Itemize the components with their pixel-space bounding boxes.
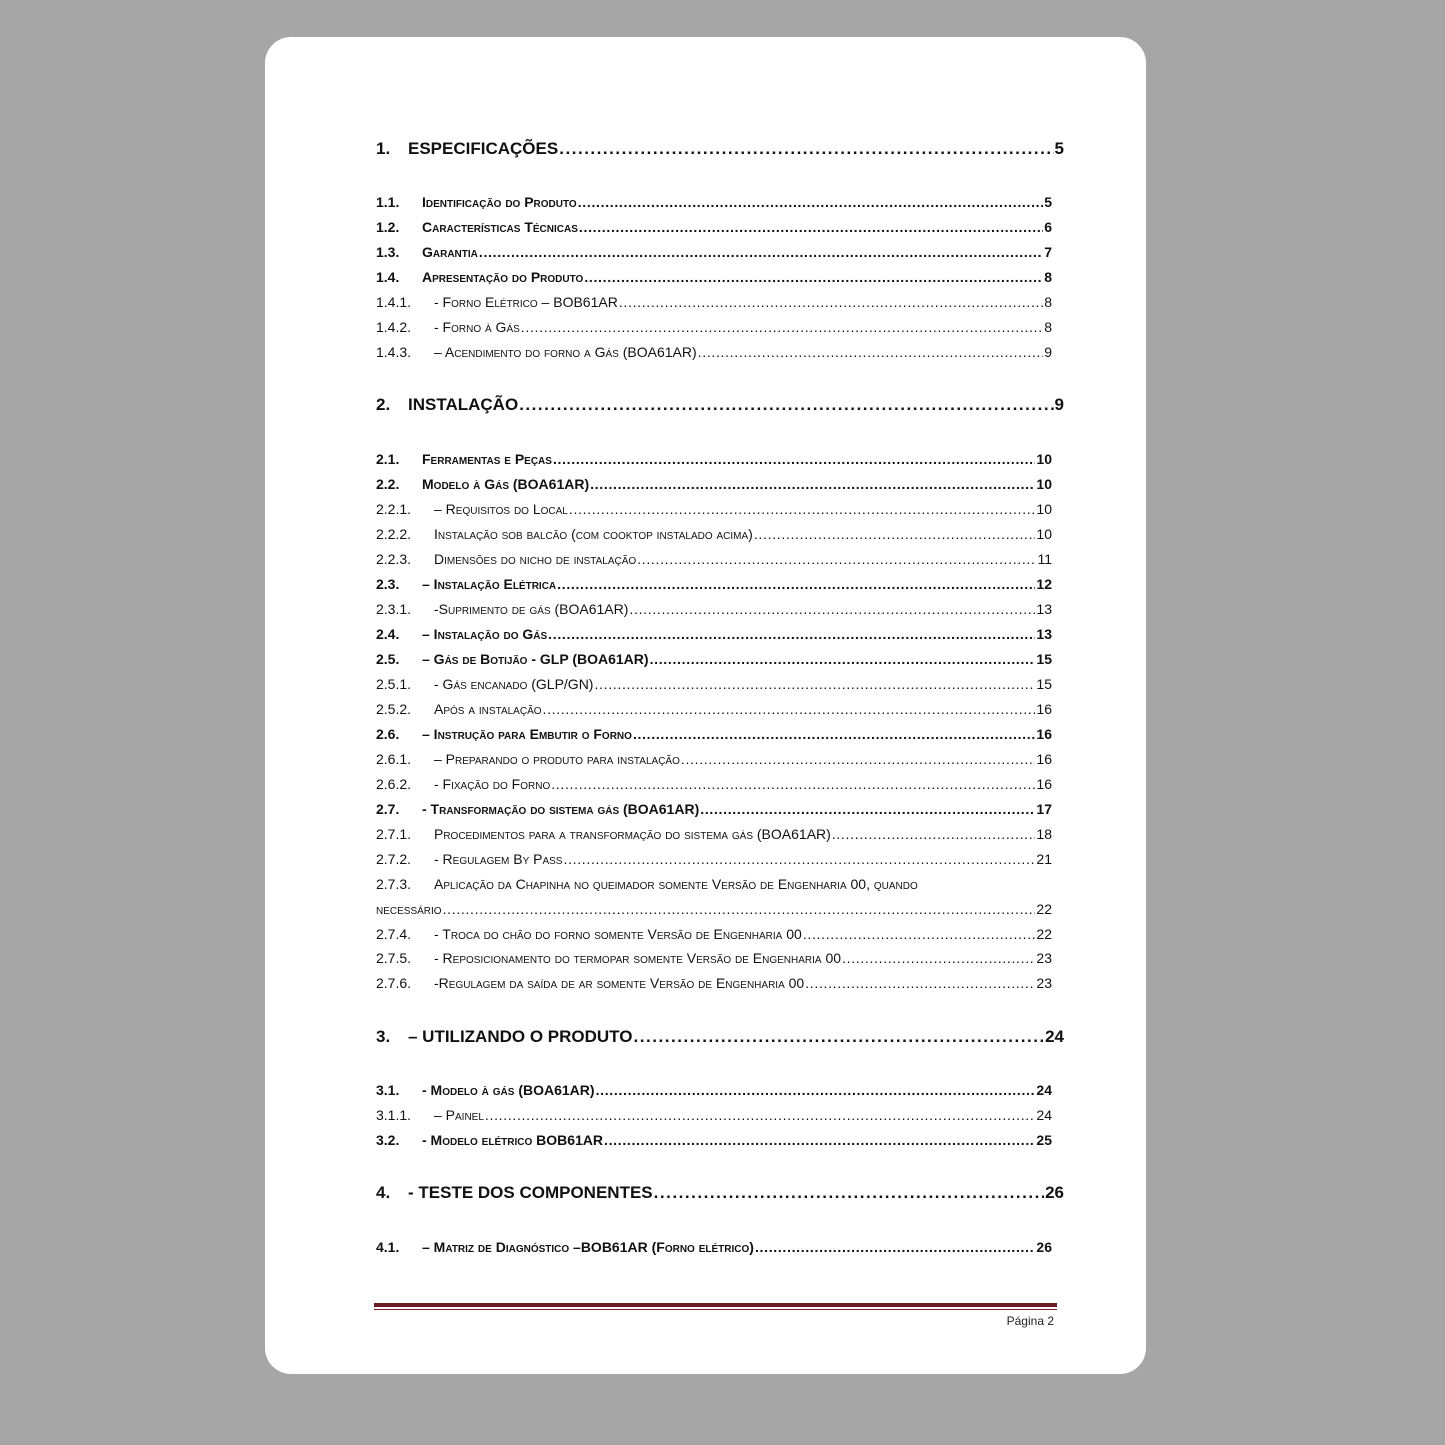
toc-title: Instalação sob balcão (com cooktop instalado acima) (434, 526, 753, 542)
toc-leader (584, 269, 1043, 285)
toc-title: - Reposicionamento do termopar somente Versão de Engenharia 00 (434, 950, 842, 966)
toc-number: 2.7.6. (376, 975, 412, 991)
toc-number: 1.3. (376, 244, 400, 260)
toc-leader (604, 1132, 1035, 1148)
toc-title: - Forno à Gás (434, 319, 520, 335)
toc-title: - Fixação do Forno (434, 776, 551, 792)
toc-number: 2.7. (376, 801, 400, 817)
toc-leader (519, 395, 1053, 415)
toc-leader (832, 826, 1036, 842)
toc-title: -Regulagem da saída de ar somente Versão de Engenharia 00 (434, 975, 805, 991)
toc-number: 1.4.3. (376, 344, 412, 360)
toc-leader (619, 294, 1043, 310)
toc-entry-1-4-2[interactable] (376, 319, 1052, 335)
toc-number: 1.4.1. (376, 294, 412, 310)
toc-leader (559, 139, 1053, 159)
toc-entry-2-7-6[interactable] (376, 975, 1052, 991)
toc-number: 3.2. (376, 1132, 400, 1148)
toc-title: - TESTE DOS COMPONENTES (408, 1183, 653, 1202)
toc-title: – Instalação do Gás (422, 626, 548, 642)
toc-leader (803, 926, 1036, 942)
toc-title: -Suprimento de gás (BOA61AR) (434, 601, 629, 617)
toc-number: 2.7.3. (376, 876, 412, 892)
toc-leader (594, 676, 1035, 692)
toc-entry-2-5[interactable] (376, 651, 1052, 667)
toc-leader (569, 501, 1036, 517)
toc-entry-2-6[interactable] (376, 726, 1052, 742)
toc-leader (443, 901, 1036, 917)
toc-title: Identificação do Produto (422, 194, 577, 210)
toc-leader (485, 1107, 1036, 1123)
toc-leader (479, 244, 1043, 260)
toc-leader (755, 1239, 1035, 1255)
toc-page: 22 (1036, 926, 1052, 942)
toc-number: 1.2. (376, 219, 400, 235)
toc-number: 2.4. (376, 626, 400, 642)
toc-entry-2-3-1[interactable] (376, 601, 1052, 617)
toc-title: – Preparando o produto para instalação (434, 751, 680, 767)
toc-page: 24 (1045, 1027, 1064, 1046)
toc-entry-1-1[interactable] (376, 194, 1052, 210)
toc-number: 2.2.3. (376, 551, 412, 567)
toc-section-3[interactable] (376, 1027, 1064, 1047)
toc-page: 8 (1044, 294, 1052, 310)
toc-title: Ferramentas e Peças (422, 451, 552, 467)
toc-leader (654, 1183, 1044, 1203)
toc-entry-2-7-2[interactable] (376, 851, 1052, 867)
toc-title: Aplicação da Chapinha no queimador somente Versão de Engenharia 00, quando (434, 876, 918, 892)
toc-title: - Troca do chão do forno somente Versão de Engenharia 00 (434, 926, 802, 942)
toc-leader (553, 451, 1035, 467)
toc-leader (842, 950, 1035, 966)
toc-entry-1-2[interactable] (376, 219, 1052, 235)
toc-title: Modelo à Gás (BOA61AR) (422, 476, 590, 492)
toc-leader (650, 651, 1036, 667)
toc-section-4[interactable] (376, 1183, 1064, 1203)
toc-page: 10 (1036, 451, 1052, 467)
toc-leader (557, 576, 1035, 592)
toc-page: 17 (1036, 801, 1052, 817)
toc-number: 3.1. (376, 1082, 400, 1098)
toc-entry-2-5-1[interactable] (376, 676, 1052, 692)
toc-leader (637, 551, 1036, 567)
toc-title: - Transformação do sistema gás (BOA61AR) (422, 801, 700, 817)
toc-section-2[interactable] (376, 395, 1064, 415)
toc-title: INSTALAÇÃO (408, 395, 519, 414)
toc-entry-3-1-1[interactable] (376, 1107, 1052, 1123)
toc-page: 24 (1036, 1107, 1052, 1123)
toc-leader (596, 1082, 1036, 1098)
toc-entry-4-1[interactable] (376, 1239, 1052, 1255)
toc-page: 6 (1044, 219, 1052, 235)
toc-page: 8 (1044, 269, 1052, 285)
toc-leader (578, 194, 1043, 210)
toc-entry-2-2-2[interactable] (376, 526, 1052, 542)
toc-page: 5 (1044, 194, 1052, 210)
toc-number: 2. (376, 395, 391, 414)
toc-title: Procedimentos para a transformação do sistema gás (BOA61AR) (434, 826, 831, 842)
toc-entry-2-3[interactable] (376, 576, 1052, 592)
toc-leader (633, 1027, 1044, 1047)
toc-title: ESPECIFICAÇÕES (408, 139, 559, 158)
toc-number: 2.7.1. (376, 826, 412, 842)
toc-number: 2.6.1. (376, 751, 412, 767)
toc-number: 2.2.1. (376, 501, 412, 517)
toc-title: – Acendimento do forno a Gás (BOA61AR) (434, 344, 697, 360)
toc-title: – Matriz de Diagnóstico –BOB61AR (Forno elétrico) (422, 1239, 754, 1255)
toc-entry-2-7-3-cont[interactable] (376, 901, 1052, 917)
toc-leader (579, 219, 1043, 235)
toc-entry-2-2[interactable] (376, 476, 1052, 492)
toc-page: 25 (1036, 1132, 1052, 1148)
toc-title-continuation: necessário (376, 901, 442, 917)
toc-leader (629, 601, 1035, 617)
toc-title: Características Técnicas (422, 219, 578, 235)
toc-number: 2.5. (376, 651, 400, 667)
toc-page: 9 (1044, 344, 1052, 360)
toc-number: 1.4. (376, 269, 400, 285)
toc-title: Apresentação do Produto (422, 269, 584, 285)
toc-entry-2-4[interactable] (376, 626, 1052, 642)
toc-number: 2.2.2. (376, 526, 412, 542)
toc-entry-2-2-3[interactable] (376, 551, 1052, 567)
toc-title: - Forno Elétrico – BOB61AR (434, 294, 618, 310)
toc-leader (700, 801, 1035, 817)
toc-entry-1-4-3[interactable] (376, 344, 1052, 360)
footer-rule-thin (374, 1309, 1057, 1310)
toc-title: - Regulagem By Pass (434, 851, 563, 867)
toc-page: 22 (1036, 901, 1052, 917)
toc-number: 1.1. (376, 194, 400, 210)
document-page (265, 37, 1146, 1374)
toc-page: 21 (1036, 851, 1052, 867)
toc-entry-3-2[interactable] (376, 1132, 1052, 1148)
toc-leader (551, 776, 1035, 792)
toc-title: - Gás encanado (GLP/GN) (434, 676, 594, 692)
toc-number: 1. (376, 139, 391, 158)
toc-number: 2.7.2. (376, 851, 412, 867)
page-number: Página 2 (1006, 1314, 1054, 1328)
toc-title: Dimensões do nicho de instalação (434, 551, 637, 567)
toc-leader (521, 319, 1043, 335)
toc-entry-2-7-1[interactable] (376, 826, 1052, 842)
toc-page: 16 (1036, 751, 1052, 767)
toc-number: 3.1.1. (376, 1107, 412, 1123)
toc-number: 4. (376, 1183, 391, 1202)
toc-title: – Requisitos do Local (434, 501, 568, 517)
toc-number: 2.2. (376, 476, 400, 492)
toc-number: 2.5.2. (376, 701, 412, 717)
toc-page: 26 (1045, 1183, 1064, 1202)
toc-entry-2-2-1[interactable] (376, 501, 1052, 517)
toc-page: 10 (1036, 526, 1052, 542)
toc-entry-1-4[interactable] (376, 269, 1052, 285)
toc-title: Garantia (422, 244, 478, 260)
footer-rule (374, 1303, 1057, 1307)
toc-number: 2.3.1. (376, 601, 412, 617)
toc-leader (805, 975, 1035, 991)
toc-page: 18 (1036, 826, 1052, 842)
toc-number: 2.7.5. (376, 950, 412, 966)
toc-page: 5 (1054, 139, 1064, 158)
toc-entry-2-7-4[interactable] (376, 926, 1052, 942)
toc-entry-2-5-2[interactable] (376, 701, 1052, 717)
toc-entry-2-6-2[interactable] (376, 776, 1052, 792)
toc-section-1[interactable] (376, 139, 1064, 159)
toc-page: 8 (1044, 319, 1052, 335)
toc-page: 16 (1036, 726, 1052, 742)
toc-number: 2.6. (376, 726, 400, 742)
toc-entry-2-7-3[interactable] (376, 876, 918, 892)
toc-page: 13 (1036, 626, 1052, 642)
toc-entry-2-7-5[interactable] (376, 950, 1052, 966)
toc-page: 23 (1036, 950, 1052, 966)
toc-leader (548, 626, 1035, 642)
toc-page: 15 (1036, 651, 1052, 667)
toc-title: - Modelo à gás (BOA61AR) (422, 1082, 595, 1098)
toc-leader (681, 751, 1036, 767)
toc-number: 3. (376, 1027, 391, 1046)
toc-leader (590, 476, 1035, 492)
toc-title: – UTILIZANDO O PRODUTO (408, 1027, 633, 1046)
toc-page: 11 (1037, 551, 1052, 567)
toc-number: 2.7.4. (376, 926, 412, 942)
toc-title: – Instalação Elétrica (422, 576, 557, 592)
toc-page: 12 (1036, 576, 1052, 592)
toc-entry-2-1[interactable] (376, 451, 1052, 467)
toc-page: 10 (1036, 476, 1052, 492)
toc-number: 2.5.1. (376, 676, 412, 692)
toc-number: 2.6.2. (376, 776, 412, 792)
toc-page: 13 (1036, 601, 1052, 617)
toc-entry-3-1[interactable] (376, 1082, 1052, 1098)
toc-page: 15 (1036, 676, 1052, 692)
toc-entry-2-6-1[interactable] (376, 751, 1052, 767)
toc-page: 9 (1054, 395, 1064, 414)
toc-title: – Gás de Botijão - GLP (BOA61AR) (422, 651, 649, 667)
toc-page: 23 (1036, 975, 1052, 991)
toc-leader (563, 851, 1035, 867)
toc-number: 1.4.2. (376, 319, 412, 335)
toc-entry-1-3[interactable] (376, 244, 1052, 260)
toc-leader (633, 726, 1035, 742)
toc-number: 4.1. (376, 1239, 400, 1255)
toc-page: 7 (1044, 244, 1052, 260)
toc-title: Após a instalação (434, 701, 542, 717)
toc-number: 2.1. (376, 451, 400, 467)
toc-leader (754, 526, 1036, 542)
toc-title: – Painel (434, 1107, 484, 1123)
toc-page: 16 (1036, 776, 1052, 792)
toc-page: 24 (1036, 1082, 1052, 1098)
toc-title: – Instrução para Embutir o Forno (422, 726, 632, 742)
toc-leader (543, 701, 1036, 717)
toc-page: 16 (1036, 701, 1052, 717)
toc-entry-1-4-1[interactable] (376, 294, 1052, 310)
toc-number: 2.3. (376, 576, 400, 592)
toc-title: - Modelo elétrico BOB61AR (422, 1132, 604, 1148)
toc-page: 26 (1036, 1239, 1052, 1255)
toc-leader (698, 344, 1044, 360)
toc-entry-2-7[interactable] (376, 801, 1052, 817)
toc-page: 10 (1036, 501, 1052, 517)
